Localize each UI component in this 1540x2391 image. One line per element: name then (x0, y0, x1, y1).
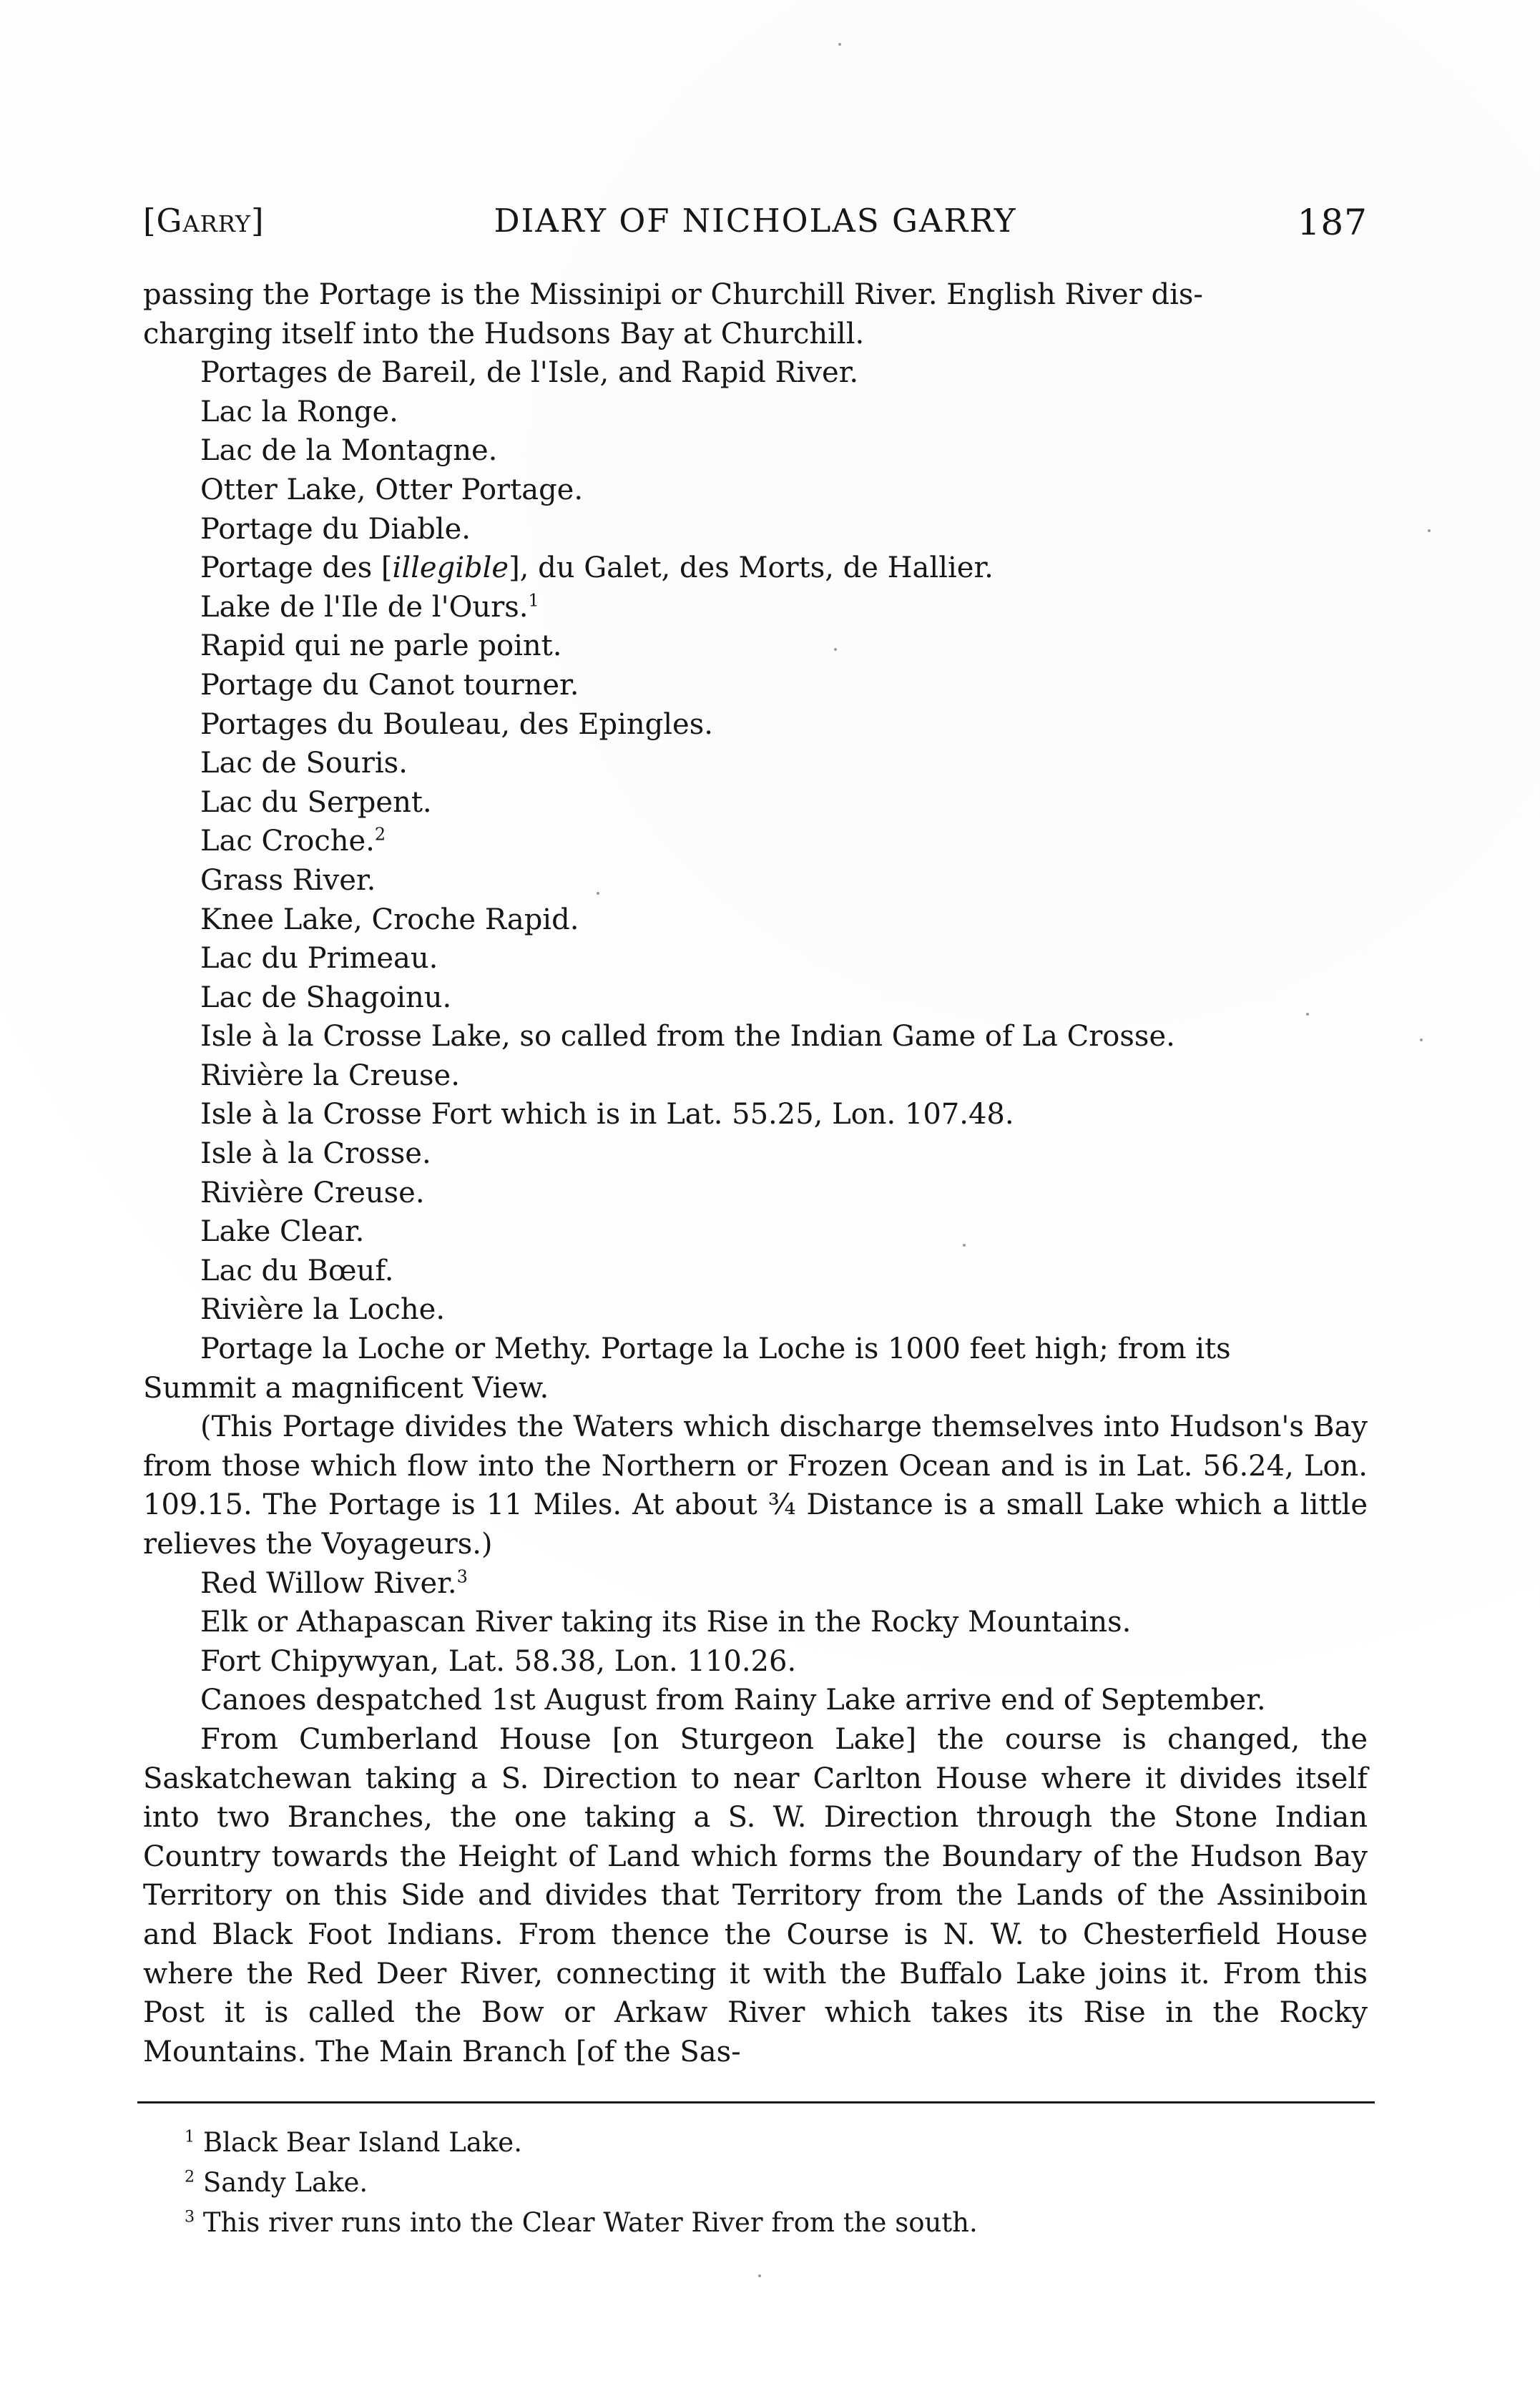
list-entry: Lac du Bœuf. (200, 1254, 394, 1287)
footnotes (185, 2123, 1329, 2243)
footnote-text: This river runs into the Clear Water River from the south. (202, 2207, 978, 2238)
scan-speck (1306, 1013, 1309, 1016)
list-entry: Portages de Bareil, de l'Isle, and Rapid River. (200, 356, 859, 390)
page-number: 187 (1297, 202, 1368, 243)
list-entry: Grass River. (200, 863, 376, 897)
footnote-ref: 3 (456, 1566, 468, 1587)
footnote (185, 2123, 1329, 2163)
entry-text: Lac Croche. (200, 825, 375, 858)
list-entry: Portage du Diable. (200, 512, 471, 546)
list-entry: Canoes despatched 1st August from Rainy Lake arrive end of September. (200, 1684, 1266, 1717)
footnote-ref: 2 (374, 824, 386, 845)
footnote (185, 2163, 1329, 2203)
list-entry: Lac de la Montagne. (200, 434, 498, 468)
footnote-ref: 1 (528, 590, 539, 611)
list-entry: Lac de Shagoinu. (200, 981, 452, 1014)
main-text (143, 275, 1368, 2071)
list-entry: Isle à la Crosse Fort which is in Lat. 55.25, Lon. 107.48. (200, 1098, 1014, 1131)
running-header (143, 202, 1368, 252)
footnote-mark: 2 (185, 2167, 195, 2186)
entry-text: Red Willow River. (200, 1566, 457, 1600)
scan-speck (834, 648, 837, 651)
footnote-mark: 1 (185, 2127, 195, 2146)
entry-text: ], du Galet, des Morts, de Hallier. (509, 551, 994, 585)
header-title: DIARY OF NICHOLAS GARRY (494, 202, 1017, 240)
scan-speck (597, 892, 599, 895)
footnote-text: Black Bear Island Lake. (202, 2127, 522, 2158)
entry-text: Portage des [ (200, 551, 393, 585)
list-entry: Lac de Souris. (200, 747, 408, 780)
scan-speck (1420, 1039, 1423, 1041)
list-entry (143, 1564, 1368, 1604)
list-entry: Isle à la Crosse. (200, 1137, 431, 1171)
footnote-mark: 3 (185, 2207, 195, 2226)
list-entry: Rivière la Creuse. (200, 1059, 460, 1092)
entry-text: Lake de l'Ile de l'Ours. (200, 590, 529, 624)
list-entry: Rivière Creuse. (200, 1176, 425, 1209)
list-entry (143, 588, 1368, 627)
footnote (185, 2203, 1329, 2243)
header-author-tag: [Garry] (143, 202, 265, 240)
list-entry: Lac du Serpent. (200, 785, 432, 819)
list-entry: Lac la Ronge. (200, 395, 398, 428)
text-line: charging itself into the Hudsons Bay at Churchill. (143, 317, 865, 350)
list-entry: Knee Lake, Croche Rapid. (200, 903, 579, 936)
list-entry: Portage du Canot tourner. (200, 668, 579, 702)
footnote-divider (137, 2101, 1375, 2103)
paragraph-first-line: Portage la Loche or Methy. Portage la Loche is 1000 feet high; from its (200, 1332, 1231, 1366)
list-entry (143, 822, 1368, 861)
list-entry: Lac du Primeau. (200, 942, 438, 976)
list-entry: Rivière la Loche. (200, 1293, 446, 1327)
list-entry: Isle à la Crosse Lake, so called from the Indian Game of La Crosse. (200, 1020, 1175, 1054)
scan-speck (838, 43, 841, 46)
list-entry: Fort Chipywyan, Lat. 58.38, Lon. 110.26. (200, 1644, 797, 1678)
footnote-text: Sandy Lake. (202, 2167, 368, 2198)
paragraph-cumberland: From Cumberland House [on Sturgeon Lake] the course is changed, the Saskatchewan taking a S. Direction to near Carlton House where it divides itself into two Branches, the one taking a S. W. Direction through the Stone Indian Country towards the Height of Land which forms the Boundary of the Hudson Bay Territory on this Side and divides that Territory from the Lands of the Assiniboin and Black Foot Indians. From thence the Course is N. W. to Chesterfield House where the Red Deer River, connecting it with the Buffalo Lake joins it. From this Post it is called the Bow or Arkaw River which takes its Rise in the Rocky Mountains. The Main Branch [of the Sas- (143, 1722, 1368, 2068)
list-entry: Lake Clear. (200, 1215, 365, 1249)
list-entry: Portages du Bouleau, des Epingles. (200, 707, 713, 741)
list-entry: Otter Lake, Otter Portage. (200, 473, 584, 506)
scan-speck (758, 2274, 761, 2277)
paragraph-portage: (This Portage divides the Waters which discharge themselves into Hudson's Bay from those which flow into the Northern or Frozen Ocean and is in Lat. 56.24, Lon. 109.15. The Portage is 11 Miles. At about ¾ Distance is a small Lake which a little relieves the Voyageurs.) (143, 1410, 1368, 1561)
illegible-marker: illegible (392, 551, 509, 585)
list-entry-illegible (143, 549, 1368, 588)
text-line: passing the Portage is the Missinipi or Churchill River. English River dis- (143, 278, 1203, 311)
text-line: Summit a magnificent View. (143, 1371, 549, 1405)
scan-speck (1428, 529, 1431, 532)
list-entry: Elk or Athapascan River taking its Rise in the Rocky Mountains. (200, 1606, 1132, 1639)
list-entry: Rapid qui ne parle point. (200, 629, 562, 663)
scan-speck (963, 1244, 966, 1247)
